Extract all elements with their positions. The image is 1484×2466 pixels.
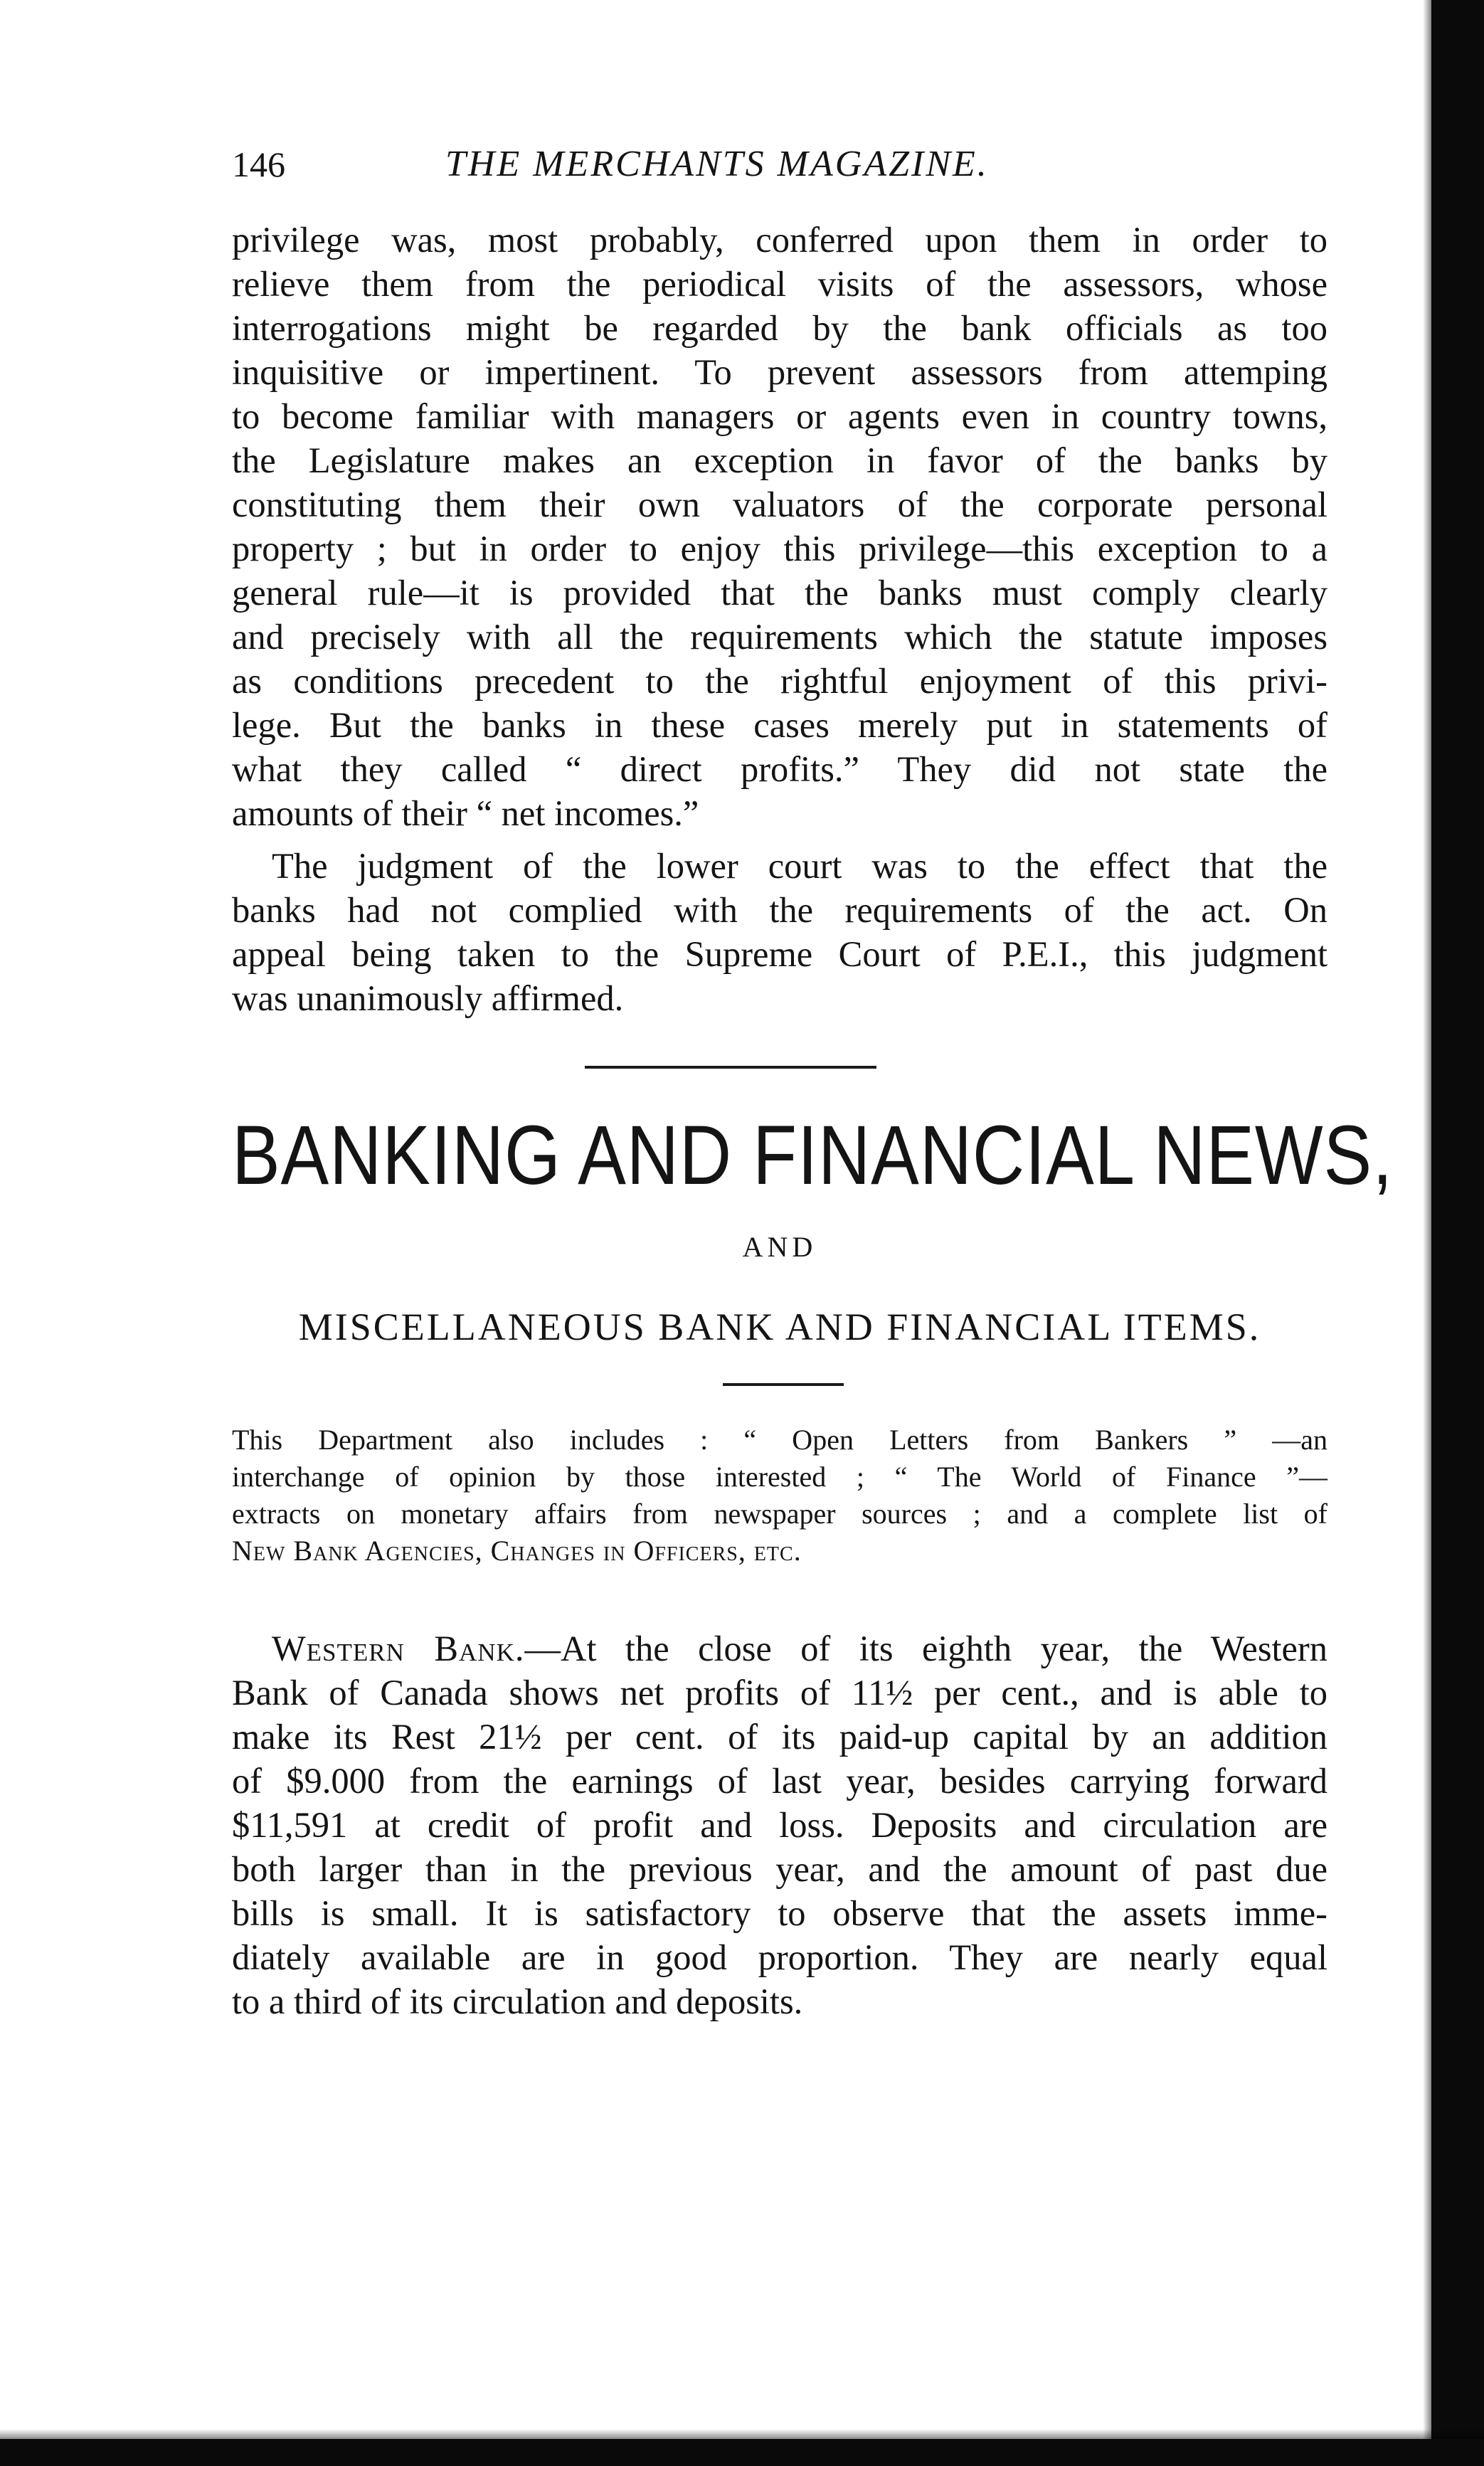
short-divider [723, 1383, 844, 1386]
article-paragraph-1 [232, 218, 1327, 835]
section-heading: BANKING AND FINANCIAL NEWS, [232, 1108, 1394, 1202]
text-line: privilege was, most probably, conferred upon them in order to [232, 220, 1327, 260]
text-line: lege. But the banks in these cases merely put in statements of [232, 705, 1327, 745]
note-line: interchange of opinion by those interested ; “ The World of Finance ”— [232, 1461, 1327, 1493]
note-line: This Department also includes : “ Open Letters from Bankers ” —an [232, 1424, 1327, 1456]
section-divider [585, 1066, 876, 1069]
note-line: extracts on monetary affairs from newspaper sources ; and a complete list of [232, 1498, 1327, 1530]
text-line: inquisitive or impertinent. To prevent assessors from attemping [232, 352, 1327, 392]
news-item-lead: Western Bank. [272, 1629, 525, 1668]
page-edge-right [1431, 0, 1484, 2466]
text-line: and precisely with all the requirements which the statute imposes [232, 617, 1327, 657]
running-head [232, 139, 1327, 189]
text-line: both larger than in the previous year, and the amount of past due [232, 1849, 1327, 1889]
text-line: diately available are in good proportion. They are nearly equal [232, 1937, 1327, 1977]
text-line: general rule—it is provided that the banks must comply clearly [232, 573, 1327, 613]
section-subheading: MISCELLANEOUS BANK AND FINANCIAL ITEMS. [298, 1306, 1261, 1348]
article-paragraph-2 [232, 844, 1327, 1020]
text-line: as conditions precedent to the rightful enjoyment of this privi- [232, 661, 1327, 701]
text-line: The judgment of the lower court was to the effect that the [272, 846, 1327, 886]
text-line: constituting them their own valuators of the corporate personal [232, 485, 1327, 524]
text-line: what they called “ direct profits.” They did not state the [232, 749, 1327, 789]
text-line-last: amounts of their “ net incomes.” [232, 793, 699, 833]
text-line: the Legislature makes an exception in favor of the banks by [232, 440, 1327, 480]
text-line: Bank of Canada shows net profits of 11½ per cent., and is able to [232, 1673, 1327, 1713]
page-edge-shadow-bottom [0, 2429, 1484, 2439]
department-note [232, 1422, 1327, 1570]
news-item-first-line-text: —At the close of its eighth year, the Western [524, 1629, 1327, 1668]
text-line: interrogations might be regarded by the bank officials as too [232, 308, 1327, 348]
text-line: banks had not complied with the requirements of the act. On [232, 890, 1327, 930]
text-line: bills is small. It is satisfactory to observe that the assets imme- [232, 1893, 1327, 1933]
magazine-title: THE MERCHANTS MAGAZINE. [445, 144, 989, 184]
text-line-last: was unanimously affirmed. [232, 978, 624, 1018]
text-line: to become familiar with managers or agents even in country towns, [232, 396, 1327, 436]
news-item-western-bank [232, 1626, 1327, 2023]
text-line: of $9.000 from the earnings of last year, besides carrying forward [232, 1761, 1327, 1801]
page-edge-bottom [0, 2439, 1484, 2466]
text-line: relieve them from the periodical visits of the assessors, whose [232, 264, 1327, 304]
note-line-last: New Bank Agencies, Changes in Officers, etc. [232, 1535, 802, 1567]
text-line: $11,591 at credit of profit and loss. Deposits and circulation are [232, 1805, 1327, 1845]
news-item-first-line [232, 1626, 1327, 1671]
text-line: property ; but in order to enjoy this privilege—this exception to a [232, 529, 1327, 568]
text-line: make its Rest 21½ per cent. of its paid-up capital by an addition [232, 1717, 1327, 1757]
text-line: appeal being taken to the Supreme Court of P.E.I., this judgment [232, 934, 1327, 974]
text-line-last: to a third of its circulation and deposits. [232, 1981, 803, 2021]
section-conjunction: AND [742, 1231, 817, 1263]
page-number: 146 [232, 144, 285, 184]
